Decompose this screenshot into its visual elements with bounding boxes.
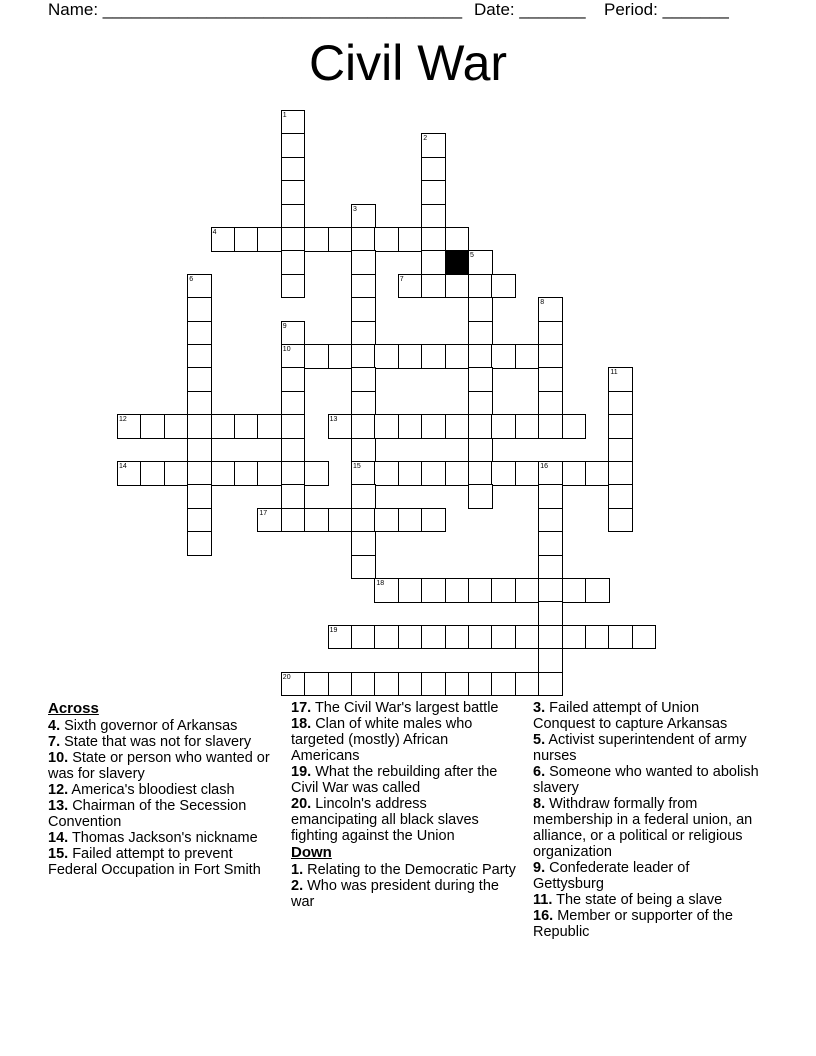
grid-cell[interactable] bbox=[187, 344, 212, 369]
grid-cell[interactable] bbox=[374, 461, 399, 486]
clue-number: 12 bbox=[119, 416, 127, 424]
clue-item bbox=[291, 862, 516, 878]
grid-cell[interactable] bbox=[538, 578, 563, 603]
clue-item bbox=[291, 700, 516, 716]
grid-cell[interactable] bbox=[304, 461, 329, 486]
clue-text: Who was president during the war bbox=[291, 878, 499, 910]
clue-number: 20 bbox=[282, 673, 291, 681]
grid-cell[interactable] bbox=[351, 555, 376, 580]
grid-cell[interactable] bbox=[211, 227, 236, 252]
grid-cell[interactable] bbox=[491, 672, 516, 697]
grid-cell[interactable] bbox=[140, 461, 165, 486]
clue-number-label: 16. bbox=[533, 908, 554, 924]
grid-cell[interactable] bbox=[515, 414, 540, 439]
clue-text: What the rebuilding after the Civil War was called bbox=[291, 764, 498, 796]
grid-cell[interactable] bbox=[351, 414, 376, 439]
grid-cell[interactable] bbox=[468, 625, 493, 650]
grid-cell[interactable] bbox=[281, 414, 306, 439]
clue-number-label: 6. bbox=[533, 764, 546, 780]
grid-cell[interactable] bbox=[491, 344, 516, 369]
grid-cell[interactable] bbox=[281, 461, 306, 486]
grid-cell[interactable] bbox=[187, 414, 212, 439]
grid-cell[interactable] bbox=[445, 344, 470, 369]
grid-cell[interactable] bbox=[374, 227, 399, 252]
clue-item bbox=[533, 732, 763, 764]
clue-item bbox=[533, 796, 763, 860]
grid-cell[interactable] bbox=[351, 344, 376, 369]
across-clue-list bbox=[48, 718, 276, 878]
grid-cell[interactable] bbox=[398, 578, 423, 603]
clue-number: 9 bbox=[282, 322, 287, 330]
clues-column-2 bbox=[291, 700, 516, 910]
grid-cell[interactable] bbox=[234, 461, 259, 486]
grid-cell[interactable] bbox=[351, 227, 376, 252]
grid-cell[interactable] bbox=[538, 297, 563, 322]
clue-number-label: 19. bbox=[291, 764, 312, 780]
clue-text: Failed attempt to prevent Federal Occupation in Fort Smith bbox=[48, 846, 261, 878]
grid-cell[interactable] bbox=[374, 625, 399, 650]
grid-cell[interactable] bbox=[515, 461, 540, 486]
grid-cell[interactable] bbox=[257, 461, 282, 486]
grid-cell[interactable] bbox=[468, 438, 493, 463]
clue-text: Chairman of the Secession Convention bbox=[48, 798, 247, 830]
grid-cell[interactable] bbox=[515, 625, 540, 650]
clue-item bbox=[48, 718, 276, 734]
grid-cell[interactable] bbox=[304, 508, 329, 533]
grid-cell[interactable] bbox=[281, 672, 306, 697]
grid-cell[interactable] bbox=[445, 414, 470, 439]
clue-number-label: 7. bbox=[48, 734, 61, 750]
down-clue-list-continued bbox=[533, 700, 763, 940]
grid-cell[interactable] bbox=[421, 578, 446, 603]
clue-number-label: 9. bbox=[533, 860, 546, 876]
grid-cell[interactable] bbox=[281, 110, 306, 135]
grid-cell[interactable] bbox=[117, 414, 142, 439]
grid-cell[interactable] bbox=[491, 578, 516, 603]
grid-cell[interactable] bbox=[328, 227, 353, 252]
grid-cell[interactable] bbox=[538, 344, 563, 369]
date-field-label[interactable]: Date: _______ bbox=[474, 0, 586, 19]
clue-text: Clan of white males who targeted (mostly) African Americans bbox=[291, 716, 473, 764]
clues-column-3 bbox=[533, 700, 763, 940]
clue-number: 17 bbox=[259, 509, 268, 517]
grid-cell[interactable] bbox=[421, 672, 446, 697]
grid-cell[interactable] bbox=[187, 274, 212, 299]
clue-number-label: 14. bbox=[48, 830, 69, 846]
grid-cell[interactable] bbox=[398, 344, 423, 369]
clue-number: 18 bbox=[376, 580, 385, 587]
grid-cell[interactable] bbox=[187, 438, 212, 463]
grid-cell[interactable] bbox=[515, 672, 540, 697]
clue-text: Activist superintendent of army nurses bbox=[533, 732, 747, 764]
grid-cell[interactable] bbox=[351, 625, 376, 650]
grid-cell[interactable] bbox=[374, 672, 399, 697]
clue-item bbox=[48, 750, 276, 782]
grid-cell[interactable] bbox=[374, 414, 399, 439]
grid-cell[interactable] bbox=[468, 250, 493, 275]
grid-cell[interactable] bbox=[304, 227, 329, 252]
clue-number-label: 5. bbox=[533, 732, 546, 748]
grid-cell[interactable] bbox=[281, 133, 306, 158]
grid-cell[interactable] bbox=[351, 508, 376, 533]
clue-item bbox=[48, 798, 276, 830]
grid-cell[interactable] bbox=[538, 461, 563, 486]
grid-cell[interactable] bbox=[538, 601, 563, 626]
grid-cell[interactable] bbox=[538, 648, 563, 673]
grid-cell[interactable] bbox=[445, 578, 470, 603]
clue-text: State or person who wanted or was for slavery bbox=[48, 750, 270, 782]
grid-cell[interactable] bbox=[187, 297, 212, 322]
clue-text: Sixth governor of Arkansas bbox=[60, 718, 238, 734]
grid-cell[interactable] bbox=[562, 461, 587, 486]
grid-cell[interactable] bbox=[351, 204, 376, 229]
grid-cell[interactable] bbox=[328, 672, 353, 697]
grid-cell[interactable] bbox=[421, 344, 446, 369]
grid-cell[interactable] bbox=[281, 484, 306, 509]
grid-cell[interactable] bbox=[187, 391, 212, 416]
grid-cell[interactable] bbox=[585, 461, 610, 486]
grid-cell[interactable] bbox=[585, 578, 610, 603]
grid-cell[interactable] bbox=[351, 461, 376, 486]
grid-cell[interactable] bbox=[468, 274, 493, 299]
clue-number: 8 bbox=[540, 299, 545, 307]
clue-text: Lincoln's address emancipating all black slaves fighting against the Union bbox=[291, 796, 479, 844]
clue-item bbox=[533, 860, 763, 892]
grid-cell[interactable] bbox=[562, 578, 587, 603]
grid-cell[interactable] bbox=[608, 414, 633, 439]
grid-cell[interactable] bbox=[328, 508, 353, 533]
grid-cell[interactable] bbox=[562, 414, 587, 439]
grid-cell[interactable] bbox=[515, 578, 540, 603]
grid-cell[interactable] bbox=[608, 484, 633, 509]
grid-cell[interactable] bbox=[211, 461, 236, 486]
grid-cell[interactable] bbox=[445, 625, 470, 650]
grid-cell[interactable] bbox=[421, 625, 446, 650]
clue-item bbox=[48, 782, 276, 798]
period-field-label[interactable]: Period: _______ bbox=[604, 0, 729, 19]
grid-cell[interactable] bbox=[187, 484, 212, 509]
grid-cell[interactable] bbox=[445, 227, 470, 252]
clue-number: 6 bbox=[189, 275, 194, 283]
grid-cell[interactable] bbox=[281, 391, 306, 416]
grid-cell[interactable] bbox=[281, 321, 306, 346]
grid-cell[interactable] bbox=[398, 672, 423, 697]
grid-cell[interactable] bbox=[421, 133, 446, 158]
grid-cell[interactable] bbox=[164, 414, 189, 439]
grid-cell[interactable] bbox=[140, 414, 165, 439]
grid-cell[interactable] bbox=[281, 274, 306, 299]
black-cell bbox=[445, 250, 470, 275]
grid-cell[interactable] bbox=[421, 180, 446, 205]
grid-cell[interactable] bbox=[304, 344, 329, 369]
clue-text: Member or supporter of the Republic bbox=[533, 908, 733, 940]
name-field-label[interactable]: Name: ______________________________________ bbox=[48, 0, 463, 19]
clue-text: Withdraw formally from membership in a federal union, an alliance, or a political or religious organization bbox=[533, 796, 753, 860]
grid-cell[interactable] bbox=[538, 508, 563, 533]
grid-cell[interactable] bbox=[187, 367, 212, 392]
grid-cell[interactable] bbox=[164, 461, 189, 486]
clue-number-label: 10. bbox=[48, 750, 69, 766]
grid-cell[interactable] bbox=[538, 625, 563, 650]
clue-number-label: 18. bbox=[291, 716, 312, 732]
grid-cell[interactable] bbox=[281, 508, 306, 533]
across-clue-list-continued bbox=[291, 700, 516, 844]
grid-cell[interactable] bbox=[187, 461, 212, 486]
clue-item bbox=[48, 734, 276, 750]
grid-cell[interactable] bbox=[351, 391, 376, 416]
grid-cell[interactable] bbox=[538, 321, 563, 346]
grid-cell[interactable] bbox=[398, 274, 423, 299]
clue-item bbox=[291, 764, 516, 796]
grid-cell[interactable] bbox=[421, 461, 446, 486]
clue-number: 15 bbox=[353, 463, 361, 470]
grid-cell[interactable] bbox=[211, 414, 236, 439]
grid-cell[interactable] bbox=[421, 204, 446, 229]
clue-text: Confederate leader of Gettysburg bbox=[533, 860, 690, 892]
grid-cell[interactable] bbox=[257, 508, 282, 533]
grid-cell[interactable] bbox=[538, 414, 563, 439]
grid-cell[interactable] bbox=[468, 321, 493, 346]
clue-number-label: 8. bbox=[533, 796, 546, 812]
grid-cell[interactable] bbox=[281, 344, 306, 369]
grid-cell[interactable] bbox=[187, 321, 212, 346]
grid-cell[interactable] bbox=[421, 250, 446, 275]
clue-number: 5 bbox=[470, 252, 474, 260]
grid-cell[interactable] bbox=[187, 508, 212, 533]
grid-cell[interactable] bbox=[608, 438, 633, 463]
clue-text: The state of being a slave bbox=[552, 892, 723, 908]
clues-column-1 bbox=[48, 700, 276, 878]
grid-cell[interactable] bbox=[562, 625, 587, 650]
page-title: Civil War bbox=[308, 35, 508, 91]
clue-number: 2 bbox=[423, 135, 428, 143]
clue-number: 10 bbox=[282, 346, 291, 353]
across-heading: Across bbox=[48, 700, 99, 717]
grid-cell[interactable] bbox=[468, 578, 493, 603]
clue-number-label: 4. bbox=[48, 718, 61, 734]
grid-cell[interactable] bbox=[281, 204, 306, 229]
grid-cell[interactable] bbox=[468, 391, 493, 416]
clue-text: The Civil War's largest battle bbox=[311, 700, 499, 716]
grid-cell[interactable] bbox=[398, 625, 423, 650]
grid-cell[interactable] bbox=[234, 414, 259, 439]
clue-number-label: 13. bbox=[48, 798, 69, 814]
grid-cell[interactable] bbox=[351, 672, 376, 697]
clue-item bbox=[533, 908, 763, 940]
grid-cell[interactable] bbox=[468, 367, 493, 392]
grid-cell[interactable] bbox=[585, 625, 610, 650]
clue-item bbox=[291, 796, 516, 844]
clue-number-label: 3. bbox=[533, 700, 546, 716]
clue-item bbox=[533, 700, 763, 732]
grid-cell[interactable] bbox=[351, 484, 376, 509]
grid-cell[interactable] bbox=[421, 508, 446, 533]
clue-number: 4 bbox=[212, 229, 217, 236]
grid-cell[interactable] bbox=[538, 672, 563, 697]
clue-number-label: 20. bbox=[291, 796, 312, 812]
grid-cell[interactable] bbox=[351, 531, 376, 556]
grid-cell[interactable] bbox=[608, 391, 633, 416]
clue-item bbox=[48, 830, 276, 846]
clue-number: 3 bbox=[353, 205, 357, 213]
clue-text: State that was not for slavery bbox=[60, 734, 252, 750]
grid-cell[interactable] bbox=[468, 344, 493, 369]
grid-cell[interactable] bbox=[608, 461, 633, 486]
grid-cell[interactable] bbox=[304, 672, 329, 697]
grid-cell[interactable] bbox=[468, 672, 493, 697]
grid-cell[interactable] bbox=[468, 484, 493, 509]
grid-cell[interactable] bbox=[515, 344, 540, 369]
grid-cell[interactable] bbox=[491, 461, 516, 486]
grid-cell[interactable] bbox=[491, 414, 516, 439]
clue-text: Someone who wanted to abolish slavery bbox=[533, 764, 759, 796]
grid-cell[interactable] bbox=[421, 227, 446, 252]
clue-text: Thomas Jackson's nickname bbox=[68, 830, 258, 846]
clue-text: Failed attempt of Union Conquest to capture Arkansas bbox=[533, 700, 728, 732]
grid-cell[interactable] bbox=[398, 508, 423, 533]
grid-cell[interactable] bbox=[281, 250, 306, 275]
grid-cell[interactable] bbox=[281, 157, 306, 182]
clue-item bbox=[533, 764, 763, 796]
grid-cell[interactable] bbox=[538, 367, 563, 392]
clue-number: 7 bbox=[399, 275, 404, 283]
grid-cell[interactable] bbox=[257, 414, 282, 439]
clue-number-label: 15. bbox=[48, 846, 69, 862]
grid-cell[interactable] bbox=[281, 227, 306, 252]
down-heading: Down bbox=[291, 844, 332, 861]
grid-cell[interactable] bbox=[351, 274, 376, 299]
grid-cell[interactable] bbox=[398, 414, 423, 439]
grid-cell[interactable] bbox=[608, 367, 633, 392]
clue-number: 1 bbox=[282, 112, 287, 119]
clue-number-label: 11. bbox=[533, 892, 553, 908]
clue-item bbox=[291, 878, 516, 910]
clue-item bbox=[48, 846, 276, 878]
grid-cell[interactable] bbox=[421, 274, 446, 299]
grid-cell[interactable] bbox=[468, 297, 493, 322]
grid-cell[interactable] bbox=[281, 367, 306, 392]
grid-cell[interactable] bbox=[538, 531, 563, 556]
grid-cell[interactable] bbox=[328, 414, 353, 439]
grid-cell[interactable] bbox=[398, 227, 423, 252]
grid-cell[interactable] bbox=[187, 531, 212, 556]
grid-cell[interactable] bbox=[421, 414, 446, 439]
clue-item bbox=[291, 716, 516, 764]
clue-number: 14 bbox=[119, 463, 127, 470]
grid-cell[interactable] bbox=[608, 508, 633, 533]
grid-cell[interactable] bbox=[421, 157, 446, 182]
grid-cell[interactable] bbox=[632, 625, 657, 650]
clue-text: America's bloodiest clash bbox=[68, 782, 235, 798]
grid-cell[interactable] bbox=[281, 438, 306, 463]
grid-cell[interactable] bbox=[374, 344, 399, 369]
grid-cell[interactable] bbox=[374, 508, 399, 533]
clue-number-label: 2. bbox=[291, 878, 304, 894]
grid-cell[interactable] bbox=[117, 461, 142, 486]
grid-cell[interactable] bbox=[445, 461, 470, 486]
grid-cell[interactable] bbox=[445, 274, 470, 299]
down-clue-list bbox=[291, 862, 516, 910]
grid-cell[interactable] bbox=[328, 625, 353, 650]
grid-cell[interactable] bbox=[351, 250, 376, 275]
clue-number: 19 bbox=[329, 626, 338, 634]
grid-cell[interactable] bbox=[351, 367, 376, 392]
grid-cell[interactable] bbox=[538, 391, 563, 416]
grid-cell[interactable] bbox=[351, 438, 376, 463]
grid-cell[interactable] bbox=[608, 625, 633, 650]
grid-cell[interactable] bbox=[468, 461, 493, 486]
grid-cell[interactable] bbox=[257, 227, 282, 252]
grid-cell[interactable] bbox=[281, 180, 306, 205]
clue-number: 13 bbox=[329, 416, 338, 424]
clue-item bbox=[533, 892, 763, 908]
grid-cell[interactable] bbox=[398, 461, 423, 486]
grid-cell[interactable] bbox=[234, 227, 259, 252]
clue-number: 11 bbox=[610, 369, 618, 377]
grid-cell[interactable] bbox=[491, 625, 516, 650]
grid-cell[interactable] bbox=[445, 672, 470, 697]
clue-number-label: 12. bbox=[48, 782, 69, 798]
grid-cell[interactable] bbox=[538, 555, 563, 580]
clue-number-label: 17. bbox=[291, 700, 312, 716]
grid-cell[interactable] bbox=[468, 414, 493, 439]
grid-cell[interactable] bbox=[538, 484, 563, 509]
grid-cell[interactable] bbox=[491, 274, 516, 299]
clue-number: 16 bbox=[540, 463, 548, 470]
grid-cell[interactable] bbox=[351, 321, 376, 346]
clue-text: Relating to the Democratic Party bbox=[303, 862, 516, 878]
clue-number-label: 1. bbox=[291, 862, 304, 878]
grid-cell[interactable] bbox=[374, 578, 399, 603]
grid-cell[interactable] bbox=[328, 344, 353, 369]
grid-cell[interactable] bbox=[351, 297, 376, 322]
